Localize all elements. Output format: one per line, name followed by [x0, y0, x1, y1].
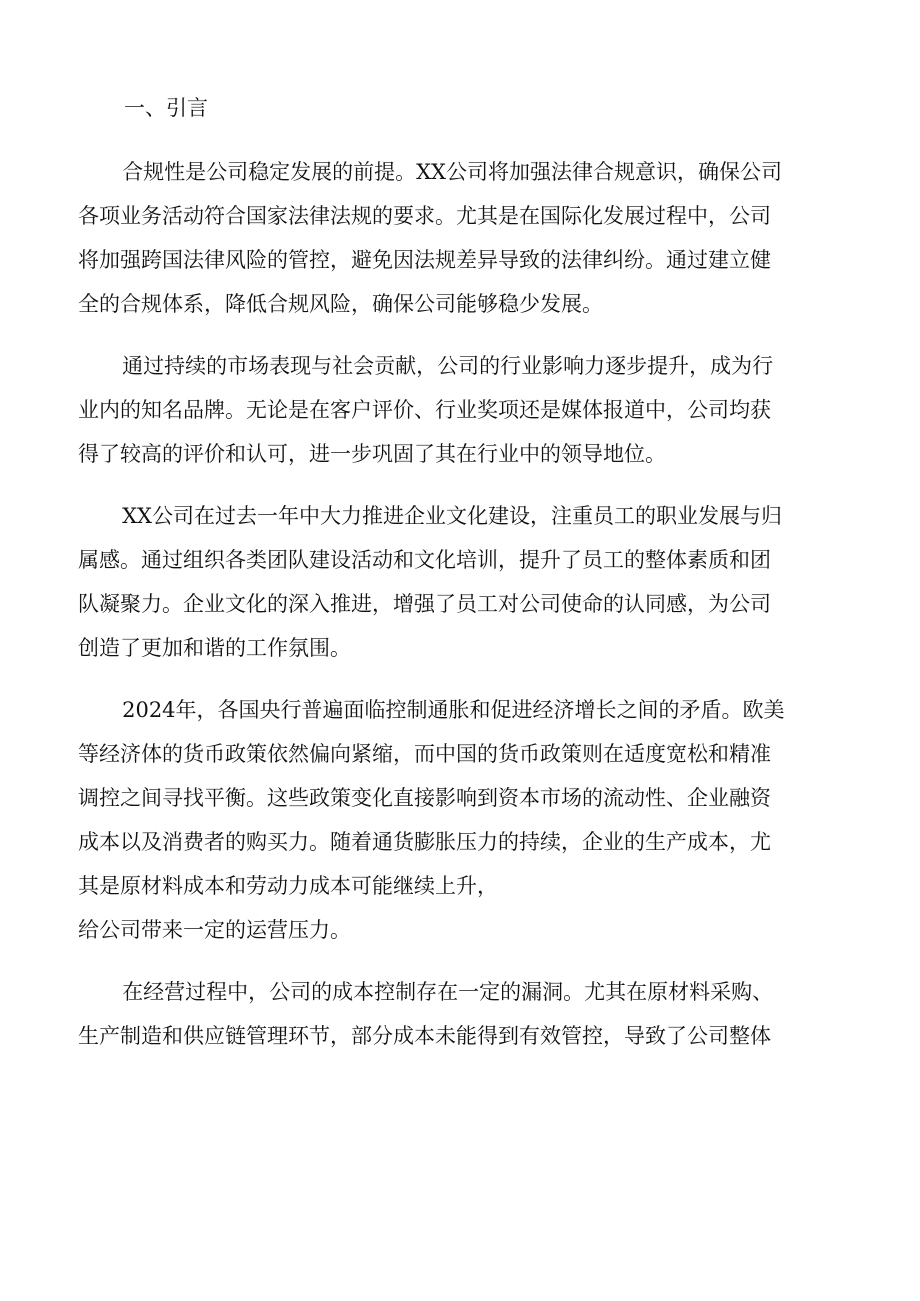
paragraph-line: 等经济体的货币政策依然偏向紧缩，而中国的货币政策则在适度宽松和精准: [78, 742, 771, 766]
section-heading: 一、引言: [124, 96, 208, 120]
paragraph-line: 全的合规体系，降低合规风险，确保公司能够稳少发展。: [78, 292, 603, 316]
paragraph-line: 属感。通过组织各类团队建设活动和文化培训，提升了员工的整体素质和团: [78, 548, 771, 572]
paragraph-culture: [78, 494, 842, 670]
paragraph-line: 其是原材料成本和劳动力成本可能继续上升，: [78, 874, 498, 898]
paragraph-line: 调控之间寻找平衡。这些政策变化直接影响到资本市场的流动性、企业融资: [78, 786, 771, 810]
paragraph-line: 将加强跨国法律风险的管控，避免因法规差异导致的法律纠纷。通过建立健: [78, 248, 771, 272]
paragraph-line: 各项业务活动符合国家法律法规的要求。尤其是在国际化发展过程中，公司: [78, 204, 771, 228]
paragraph-line: 得了较高的评价和认可，进一步巩固了其在行业中的领导地位。: [78, 442, 666, 466]
paragraph-line: 队凝聚力。企业文化的深入推进，增强了员工对公司使命的认同感，为公司: [78, 592, 771, 616]
paragraph-line: 2024年，各国央行普遍面临控制通胀和促进经济增长之间的矛盾。欧美: [122, 698, 785, 722]
paragraph-line: 创造了更加和谐的工作氛围。: [78, 636, 351, 660]
paragraph-line: 给公司带来一定的运营压力。: [78, 918, 351, 942]
paragraph-line: 通过持续的市场表现与社会贡献，公司的行业影响力逐步提升，成为行: [122, 354, 774, 378]
paragraph-cost-control: [78, 970, 842, 1058]
paragraph-line: XX公司在过去一年中大力推进企业文化建设，注重员工的职业发展与归: [122, 504, 782, 528]
paragraph-influence: [78, 344, 842, 476]
paragraph-line: 合规性是公司稳定发展的前提。XX公司将加强法律合规意识，确保公司: [122, 160, 782, 184]
paragraph-line: 生产制造和供应链管理环节，部分成本未能得到有效管控，导致了公司整体: [78, 1024, 771, 1048]
paragraph-compliance: [78, 150, 842, 326]
paragraph-line: 业内的知名品牌。无论是在客户评价、行业奖项还是媒体报道中，公司均获: [78, 398, 771, 422]
paragraph-line: 在经营过程中，公司的成本控制存在一定的漏洞。尤其在原材料采购、: [122, 980, 774, 1004]
paragraph-monetary-policy: [78, 688, 842, 952]
paragraph-line: 成本以及消费者的购买力。随着通货膨胀压力的持续，企业的生产成本，尤: [78, 830, 771, 854]
